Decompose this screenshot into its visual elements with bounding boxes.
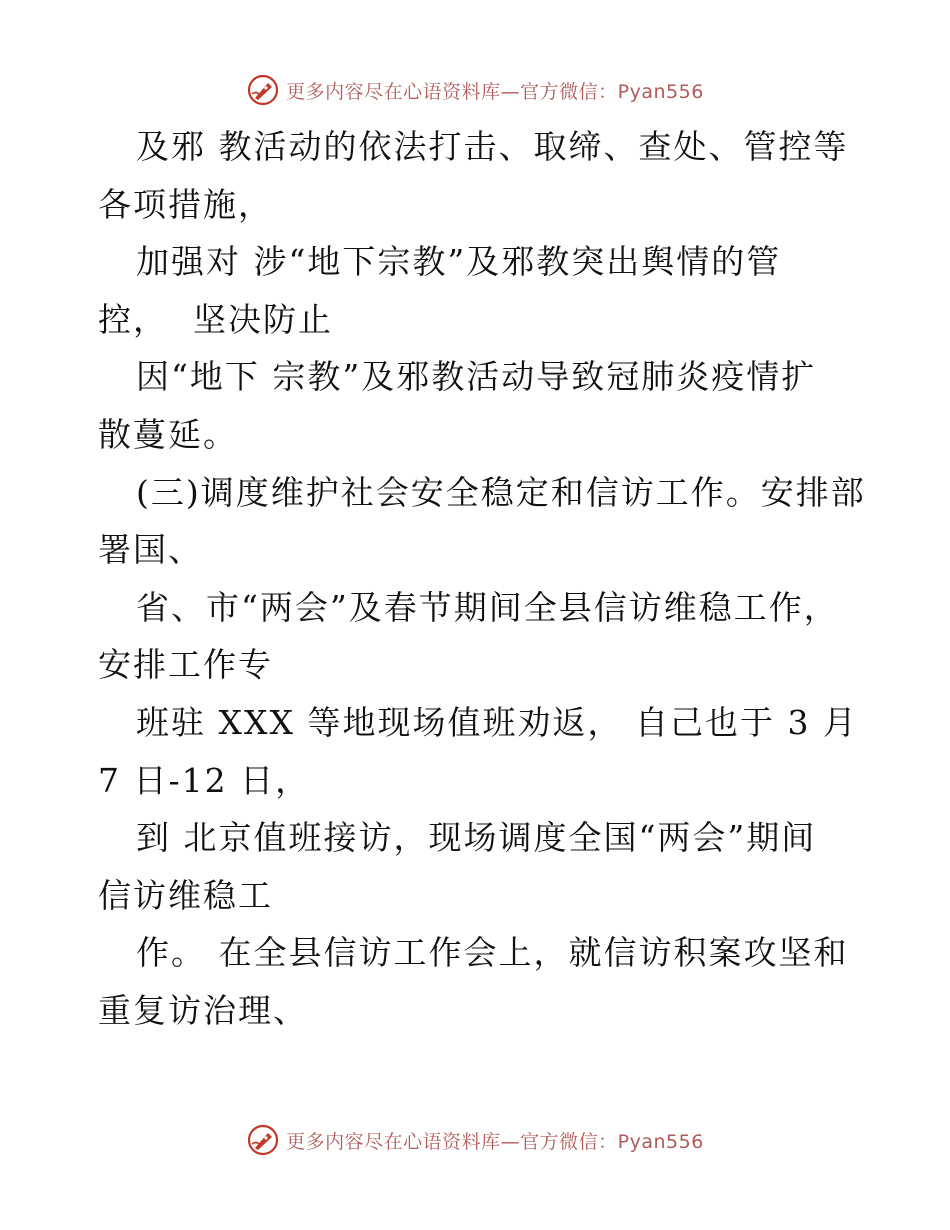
pen-nib-logo-icon xyxy=(246,73,280,107)
header-banner xyxy=(0,70,950,110)
text-line: 署国、 xyxy=(98,530,203,570)
text-line: (三)调度维护社会安全稳定和信访工作。安排部 xyxy=(136,472,866,512)
text-line: 7 日-12 日， xyxy=(98,760,311,800)
text-line: 安排工作专 xyxy=(98,645,273,685)
document-body xyxy=(98,118,866,1040)
footer-banner xyxy=(0,1120,950,1160)
text-line: 到 北京值班接访，现场调度全国“两会”期间 xyxy=(136,818,817,858)
text-line: 班驻 XXX 等地现场值班劝返， 自己也于 3 月 xyxy=(136,702,858,742)
footer-banner-text: 更多内容尽在心语资料库—官方微信：Pyan556 xyxy=(286,1130,704,1153)
text-line: 省、市“两会”及春节期间全县信访维稳工作， xyxy=(136,587,839,627)
text-line: 控， 坚决防止 xyxy=(98,299,333,339)
header-banner-text: 更多内容尽在心语资料库—官方微信：Pyan556 xyxy=(286,80,704,103)
text-line: 重复访治理、 xyxy=(98,990,308,1030)
text-line: 散蔓延。 xyxy=(98,414,238,454)
text-line: 各项措施， xyxy=(98,184,273,224)
text-line: 及邪 教活动的依法打击、取缔、查处、管控等 xyxy=(136,127,849,166)
text-line: 作。 在全县信访工作会上，就信访积案攻坚和 xyxy=(136,933,849,973)
text-line: 信访维稳工 xyxy=(98,875,273,915)
text-line: 加强对 涉“地下宗教”及邪教突出舆情的管 xyxy=(136,242,782,282)
pen-nib-logo-icon xyxy=(246,1123,280,1157)
text-line: 因“地下 宗教”及邪教活动导致冠肺炎疫情扩 xyxy=(136,357,817,397)
